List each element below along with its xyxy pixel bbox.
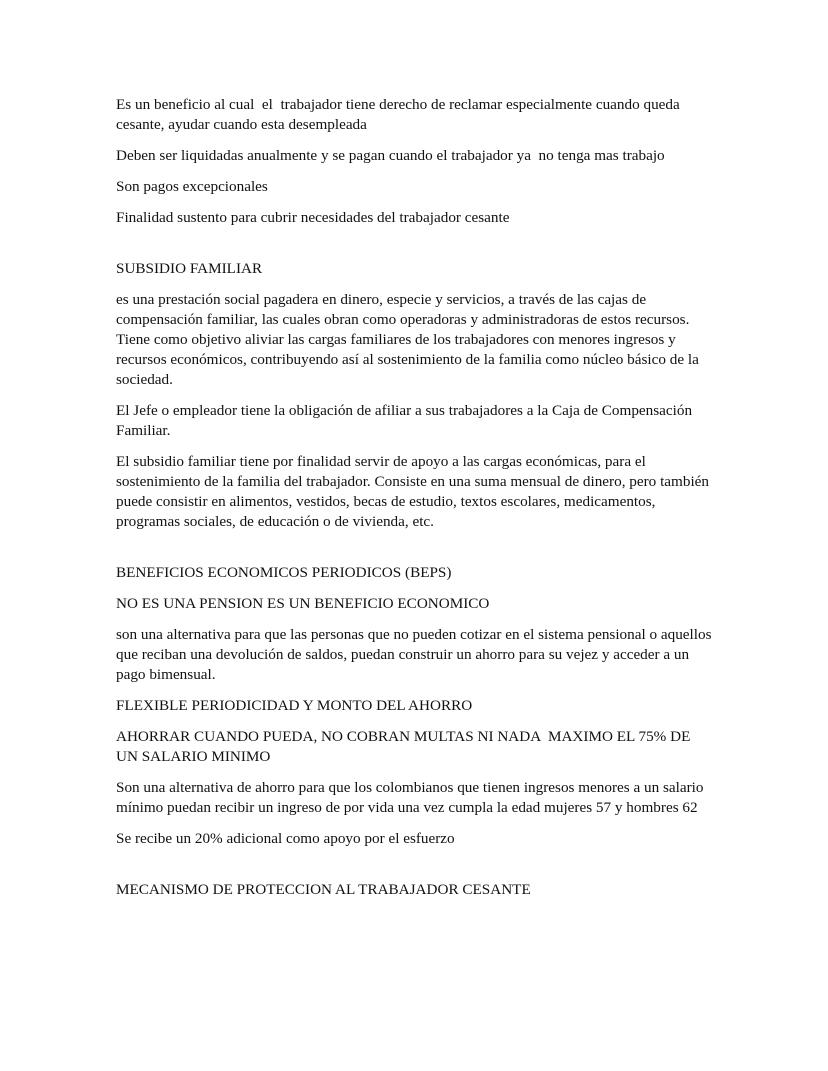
mecanismo-heading: MECANISMO DE PROTECCION AL TRABAJADOR CESANTE [116,881,531,898]
beps-heading: BENEFICIOS ECONOMICOS PERIODICOS (BEPS) [116,564,452,581]
intro-paragraph-3: Son pagos excepcionales [116,178,268,195]
subsidio-heading: SUBSIDIO FAMILIAR [116,260,263,277]
intro-paragraph-1: Es un beneficio al cual el trabajador tiene derecho de reclamar especialmente cuando queda cesante, ayudar cuando esta desempleada [116,96,684,133]
beps-paragraph-2: FLEXIBLE PERIODICIDAD Y MONTO DEL AHORRO [116,697,473,714]
intro-paragraph-4: Finalidad sustento para cubrir necesidades del trabajador cesante [116,209,510,226]
beps-paragraph-5: Se recibe un 20% adicional como apoyo por el esfuerzo [116,830,455,847]
beps-subheading: NO ES UNA PENSION ES UN BENEFICIO ECONOMICO [116,595,490,612]
document-body [116,95,716,911]
section-spacer [116,239,716,259]
section-spacer [116,860,716,880]
beps-paragraph-4: Son una alternativa de ahorro para que los colombianos que tienen ingresos menores a un salario mínimo puedan recibir un ingreso de por vida una vez cumpla la edad mujeres 57 y hombres 62 [116,779,708,816]
section-spacer [116,543,716,563]
subsidio-paragraph-3: El subsidio familiar tiene por finalidad servir de apoyo a las cargas económicas, para el sostenimiento de la familia del trabajador. Consiste en una suma mensual de dinero, pero también puede consistir en alimentos, vestidos, becas de estudio, textos escolares, medicamentos, programas sociales, de educación o de vivienda, etc. [116,453,713,530]
beps-paragraph-1: son una alternativa para que las personas que no pueden cotizar en el sistema pensional o aquellos que reciban una devolución de saldos, puedan construir un ahorro para su vejez y acceder a un pago bimensual. [116,626,716,683]
beps-paragraph-3: AHORRAR CUANDO PUEDA, NO COBRAN MULTAS NI NADA MAXIMO EL 75% DE UN SALARIO MINIMO [116,728,695,765]
subsidio-paragraph-2: El Jefe o empleador tiene la obligación de afiliar a sus trabajadores a la Caja de Compensación Familiar. [116,402,696,439]
subsidio-paragraph-1: es una prestación social pagadera en dinero, especie y servicios, a través de las cajas de compensación familiar, las cuales obran como operadoras y administradoras de estos recursos. Tiene como objetivo aliviar las cargas familiares de los trabajadores con menores ingresos y recursos económicos, contribuyendo así al sostenimiento de la familia como núcleo básico de la sociedad. [116,291,703,388]
intro-paragraph-2: Deben ser liquidadas anualmente y se pagan cuando el trabajador ya no tenga mas trabajo [116,147,665,164]
